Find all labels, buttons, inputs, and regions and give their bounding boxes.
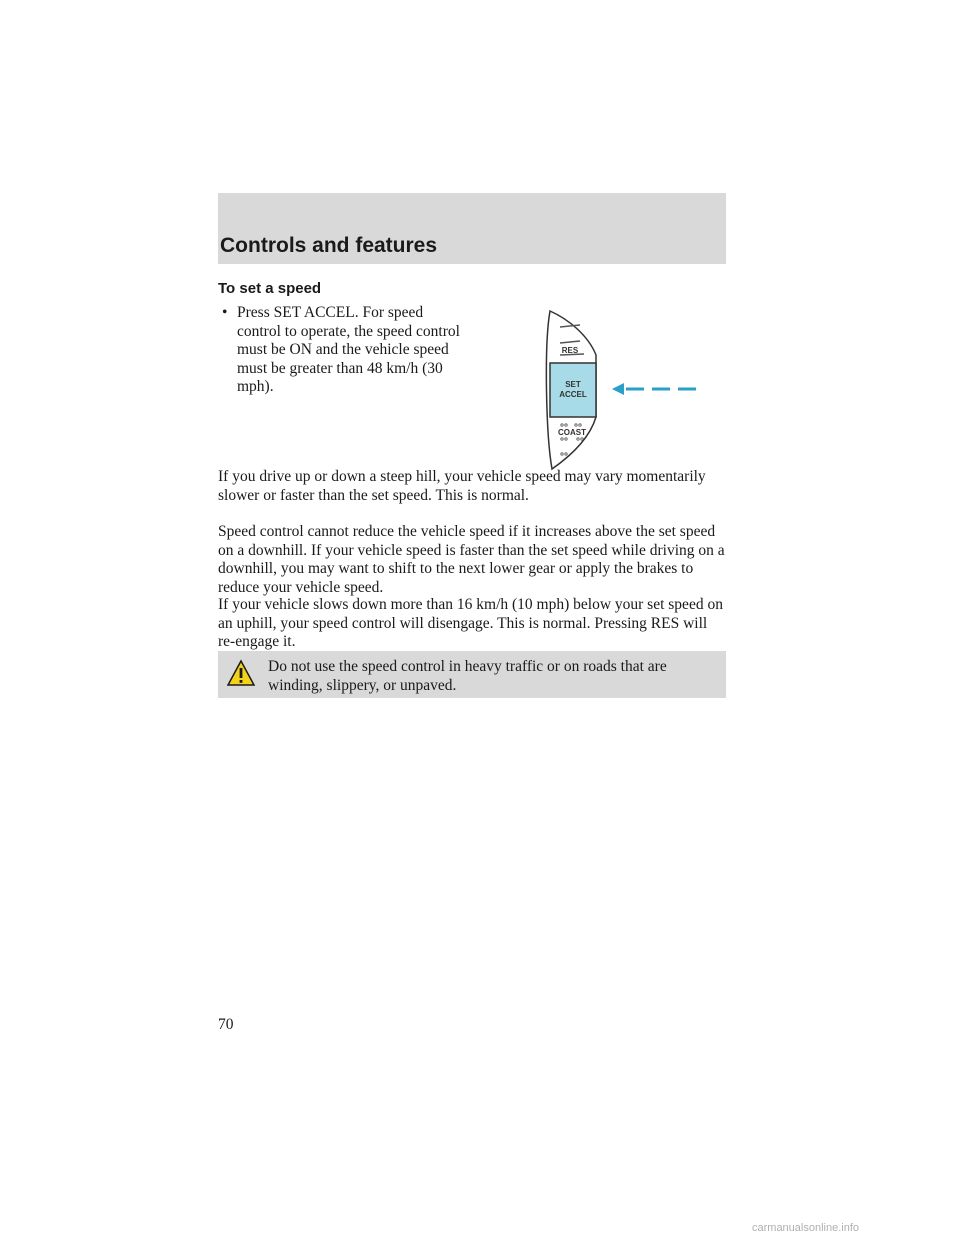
bullet-marker: • — [222, 304, 228, 321]
speed-control-switch-figure — [540, 305, 710, 475]
bullet-list — [222, 304, 462, 397]
paragraph-downhill: Speed control cannot reduce the vehicle speed if it increases above the set speed on a downhill. If your vehicle speed is faster than the set speed while driving on a downhill, you may want to shift to the next lower gear or apply the brakes to reduce your vehicle speed. — [218, 523, 725, 596]
accel-label: ACCEL — [559, 390, 587, 399]
header-band — [218, 193, 726, 264]
paragraph-uphill: If your vehicle slows down more than 16 km/h (10 mph) below your set speed on an uphill, your speed control will disengage. This is normal. Pressing RES will re-engage it. — [218, 596, 723, 650]
warning-triangle-icon — [226, 659, 256, 687]
set-label: SET — [565, 380, 581, 389]
warning-text: Do not use the speed control in heavy traffic or on roads that are winding, slippery, or unpaved. — [268, 658, 667, 694]
warning-box — [218, 651, 726, 698]
res-label: RES — [561, 346, 579, 355]
paragraph-hill: If you drive up or down a steep hill, your vehicle speed may vary momentarily slower or faster than the set speed. This is normal. — [218, 468, 706, 504]
page-title: Controls and features — [220, 234, 438, 257]
bullet-text: Press SET ACCEL. For speed control to operate, the speed control must be ON and the vehicle speed must be greater than 48 km/h (30 mph). — [237, 304, 460, 395]
watermark: carmanualsonline.info — [752, 1222, 860, 1234]
page-number: 70 — [218, 1016, 234, 1033]
section-subheading: To set a speed — [218, 280, 322, 297]
coast-label: COAST — [558, 428, 586, 437]
arrow-head — [612, 383, 624, 395]
